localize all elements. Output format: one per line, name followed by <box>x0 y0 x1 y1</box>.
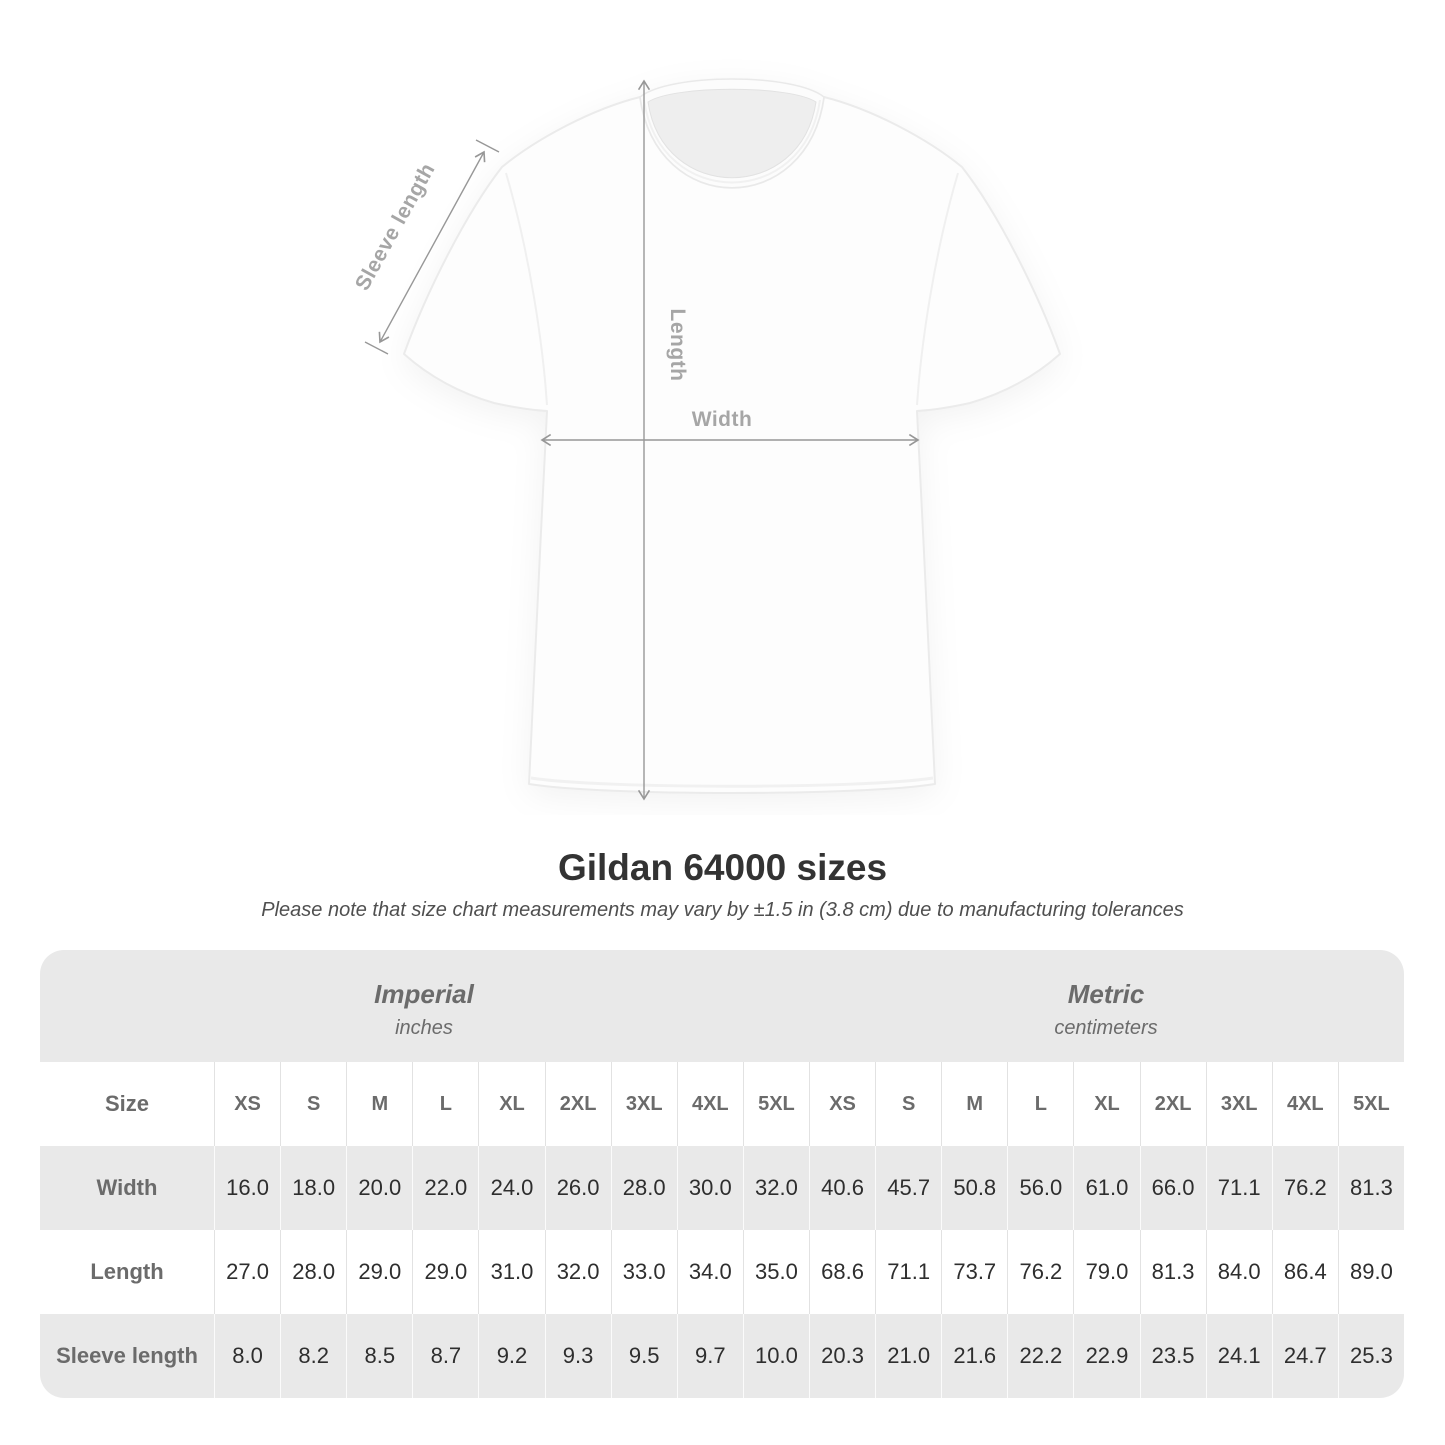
value-cell: 8.7 <box>412 1314 478 1398</box>
value-cell: 71.1 <box>1206 1146 1272 1230</box>
value-cell: 29.0 <box>412 1230 478 1314</box>
value-cell: 9.3 <box>545 1314 611 1398</box>
value-cell: 8.2 <box>280 1314 346 1398</box>
value-cell: 9.7 <box>677 1314 743 1398</box>
value-cell: 18.0 <box>280 1146 346 1230</box>
imperial-header <box>40 950 808 1062</box>
value-cell: 20.0 <box>346 1146 412 1230</box>
value-cell: 29.0 <box>346 1230 412 1314</box>
size-header-row <box>40 1062 1404 1146</box>
size-header-cell: 5XL <box>1338 1062 1404 1146</box>
value-cell: 22.2 <box>1007 1314 1073 1398</box>
tolerance-note: Please note that size chart measurements may vary by ±1.5 in (3.8 cm) due to manufacturing tolerances <box>261 899 1184 921</box>
value-cell: 24.0 <box>478 1146 544 1230</box>
length-label: Length <box>666 308 689 382</box>
value-cell: 21.0 <box>875 1314 941 1398</box>
width-label: Width <box>691 408 753 431</box>
tshirt-illustration <box>404 79 1060 793</box>
value-cell: 20.3 <box>809 1314 875 1398</box>
value-cell: 23.5 <box>1140 1314 1206 1398</box>
value-cell: 40.6 <box>809 1146 875 1230</box>
size-header-cell: L <box>1007 1062 1073 1146</box>
size-header-cell: 2XL <box>545 1062 611 1146</box>
row-label: Length <box>90 1259 164 1284</box>
row-label: Size <box>104 1091 150 1116</box>
value-cell: 24.7 <box>1272 1314 1338 1398</box>
value-cell: 9.2 <box>478 1314 544 1398</box>
value-cell: 45.7 <box>875 1146 941 1230</box>
size-header-cell: 5XL <box>743 1062 809 1146</box>
value-cell: 28.0 <box>280 1230 346 1314</box>
measurement-row <box>40 1314 1404 1398</box>
value-cell: 31.0 <box>478 1230 544 1314</box>
value-cell: 22.9 <box>1073 1314 1139 1398</box>
value-cell: 81.3 <box>1140 1230 1206 1314</box>
value-cell: 30.0 <box>677 1146 743 1230</box>
row-label: Sleeve length <box>56 1343 198 1368</box>
value-cell: 79.0 <box>1073 1230 1139 1314</box>
value-cell: 10.0 <box>743 1314 809 1398</box>
value-cell: 21.6 <box>941 1314 1007 1398</box>
size-header-cell: XS <box>809 1062 875 1146</box>
table-rows <box>40 1062 1404 1398</box>
size-header-cell: 4XL <box>1272 1062 1338 1146</box>
page-title: Gildan 64000 sizes <box>557 847 888 888</box>
value-cell: 16.0 <box>214 1146 280 1230</box>
value-cell: 76.2 <box>1272 1146 1338 1230</box>
tshirt-body <box>404 97 1060 793</box>
size-table <box>40 950 1404 1398</box>
unit-header-row <box>40 950 1404 1062</box>
value-cell: 24.1 <box>1206 1314 1272 1398</box>
size-header-cell: XL <box>1073 1062 1139 1146</box>
value-cell: 32.0 <box>743 1146 809 1230</box>
value-cell: 66.0 <box>1140 1146 1206 1230</box>
size-header-cell: M <box>941 1062 1007 1146</box>
value-cell: 8.0 <box>214 1314 280 1398</box>
value-cell: 25.3 <box>1338 1314 1404 1398</box>
size-header-cell: S <box>875 1062 941 1146</box>
sleeve-lower-tick <box>365 342 388 354</box>
value-cell: 86.4 <box>1272 1230 1338 1314</box>
metric-title: Metric <box>1067 978 1145 1009</box>
size-header-cell: 4XL <box>677 1062 743 1146</box>
value-cell: 33.0 <box>611 1230 677 1314</box>
value-cell: 61.0 <box>1073 1146 1139 1230</box>
row-label: Width <box>96 1175 158 1200</box>
size-header-cell: 3XL <box>1206 1062 1272 1146</box>
value-cell: 89.0 <box>1338 1230 1404 1314</box>
value-cell: 8.5 <box>346 1314 412 1398</box>
imperial-title: Imperial <box>374 978 474 1009</box>
value-cell: 9.5 <box>611 1314 677 1398</box>
size-header-cell: XS <box>214 1062 280 1146</box>
value-cell: 56.0 <box>1007 1146 1073 1230</box>
value-cell: 71.1 <box>875 1230 941 1314</box>
value-cell: 81.3 <box>1338 1146 1404 1230</box>
value-cell: 73.7 <box>941 1230 1007 1314</box>
tshirt-measurement-diagram <box>330 55 1110 815</box>
metric-header <box>808 950 1404 1062</box>
size-header-cell: S <box>280 1062 346 1146</box>
imperial-unit: inches <box>395 1016 453 1039</box>
value-cell: 35.0 <box>743 1230 809 1314</box>
value-cell: 27.0 <box>214 1230 280 1314</box>
size-header-cell: XL <box>478 1062 544 1146</box>
metric-unit: centimeters <box>1054 1016 1158 1039</box>
value-cell: 68.6 <box>809 1230 875 1314</box>
measurement-row <box>40 1146 1404 1230</box>
size-header-cell: M <box>346 1062 412 1146</box>
measurement-row <box>40 1230 1404 1314</box>
value-cell: 32.0 <box>545 1230 611 1314</box>
value-cell: 26.0 <box>545 1146 611 1230</box>
value-cell: 22.0 <box>412 1146 478 1230</box>
value-cell: 28.0 <box>611 1146 677 1230</box>
value-cell: 84.0 <box>1206 1230 1272 1314</box>
value-cell: 76.2 <box>1007 1230 1073 1314</box>
size-header-cell: 2XL <box>1140 1062 1206 1146</box>
value-cell: 50.8 <box>941 1146 1007 1230</box>
size-header-cell: L <box>412 1062 478 1146</box>
sleeve-upper-tick <box>476 140 499 152</box>
size-header-cell: 3XL <box>611 1062 677 1146</box>
sleeve-length-label: Sleeve length <box>350 159 440 295</box>
value-cell: 34.0 <box>677 1230 743 1314</box>
